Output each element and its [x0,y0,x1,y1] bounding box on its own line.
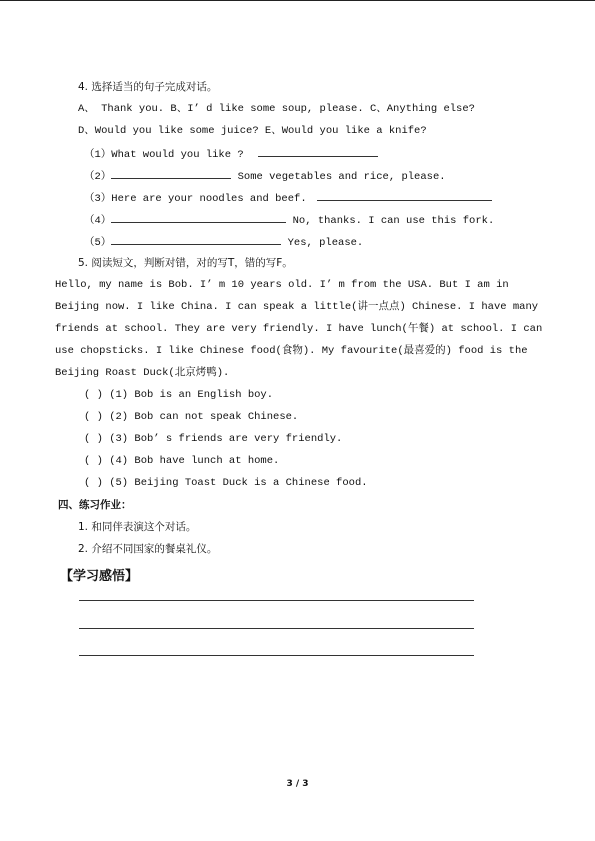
q5-title: 5. 阅读短文，判断对错，对的写T，错的写F。 [78,257,293,269]
q5-judgement-5[interactable]: ( ) (5) Beijing Toast Duck is a Chinese food. [84,477,368,489]
reflection-line-2[interactable] [79,628,474,629]
q4-item-1-blank[interactable] [258,146,378,157]
q4-item-3 [84,190,492,206]
page-top-rule [0,0,595,1]
reflection-line-3[interactable] [79,655,474,656]
reflection-line-1[interactable] [79,600,474,601]
section-4-item-1: 1. 和同伴表演这个对话。 [78,521,197,533]
q4-item-2-blank[interactable] [111,168,231,179]
section-4-item-2: 2. 介绍不同国家的餐桌礼仪。 [78,543,218,555]
q4-item-2-number: （2） [84,171,112,183]
q4-options-line-2: D、Would you like some juice? E、Would you like a knife? [78,125,427,137]
section-4-title: 四、练习作业： [58,499,132,511]
q5-judgement-4[interactable]: ( ) (4) Bob have lunch at home. [84,455,280,467]
q4-options-line-1: A、 Thank you. B、I’ d like some soup, please. C、Anything else? [78,103,475,115]
q4-item-4-number: （4） [84,215,112,227]
q4-item-5-text: Yes, please. [281,237,364,249]
q4-item-2 [84,168,446,184]
q4-item-5 [84,234,363,250]
q5-passage-line-3: friends at school. They are very friendly. I have lunch(午餐) at school. I can [55,323,543,335]
reflection-title: 【学习感悟】 [60,569,139,584]
q5-passage-line-5: Beijing Roast Duck(北京烤鸭). [55,367,230,379]
q4-item-4-text: No, thanks. I can use this fork. [286,215,495,227]
q4-item-2-text: Some vegetables and rice, please. [231,171,446,183]
q5-passage-line-4: use chopsticks. I like Chinese food(食物). My favourite(最喜爱的) food is the [55,345,528,357]
q4-item-4-blank[interactable] [111,212,286,223]
q5-judgement-2[interactable]: ( ) (2) Bob can not speak Chinese. [84,411,299,423]
q4-item-5-number: （5） [84,237,112,249]
q4-item-3-text: （3）Here are your noodles and beef. [84,193,307,205]
q4-item-3-blank[interactable] [317,190,492,201]
q4-title: 4. 选择适当的句子完成对话。 [78,81,218,93]
q4-item-1 [84,146,378,162]
q4-item-4 [84,212,494,228]
q4-item-5-blank[interactable] [111,234,281,245]
q5-judgement-3[interactable]: ( ) (3) Bob’ s friends are very friendly. [84,433,343,445]
q4-item-1-text: （1）What would you like ? [84,149,244,161]
q5-judgement-1[interactable]: ( ) (1) Bob is an English boy. [84,389,274,401]
page-number: 3 / 3 [286,779,309,789]
q5-passage-line-1: Hello, my name is Bob. I’ m 10 years old. I’ m from the USA. But I am in [55,279,509,291]
q5-passage-line-2: Beijing now. I like China. I can speak a little(讲一点点) Chinese. I have many [55,301,539,313]
